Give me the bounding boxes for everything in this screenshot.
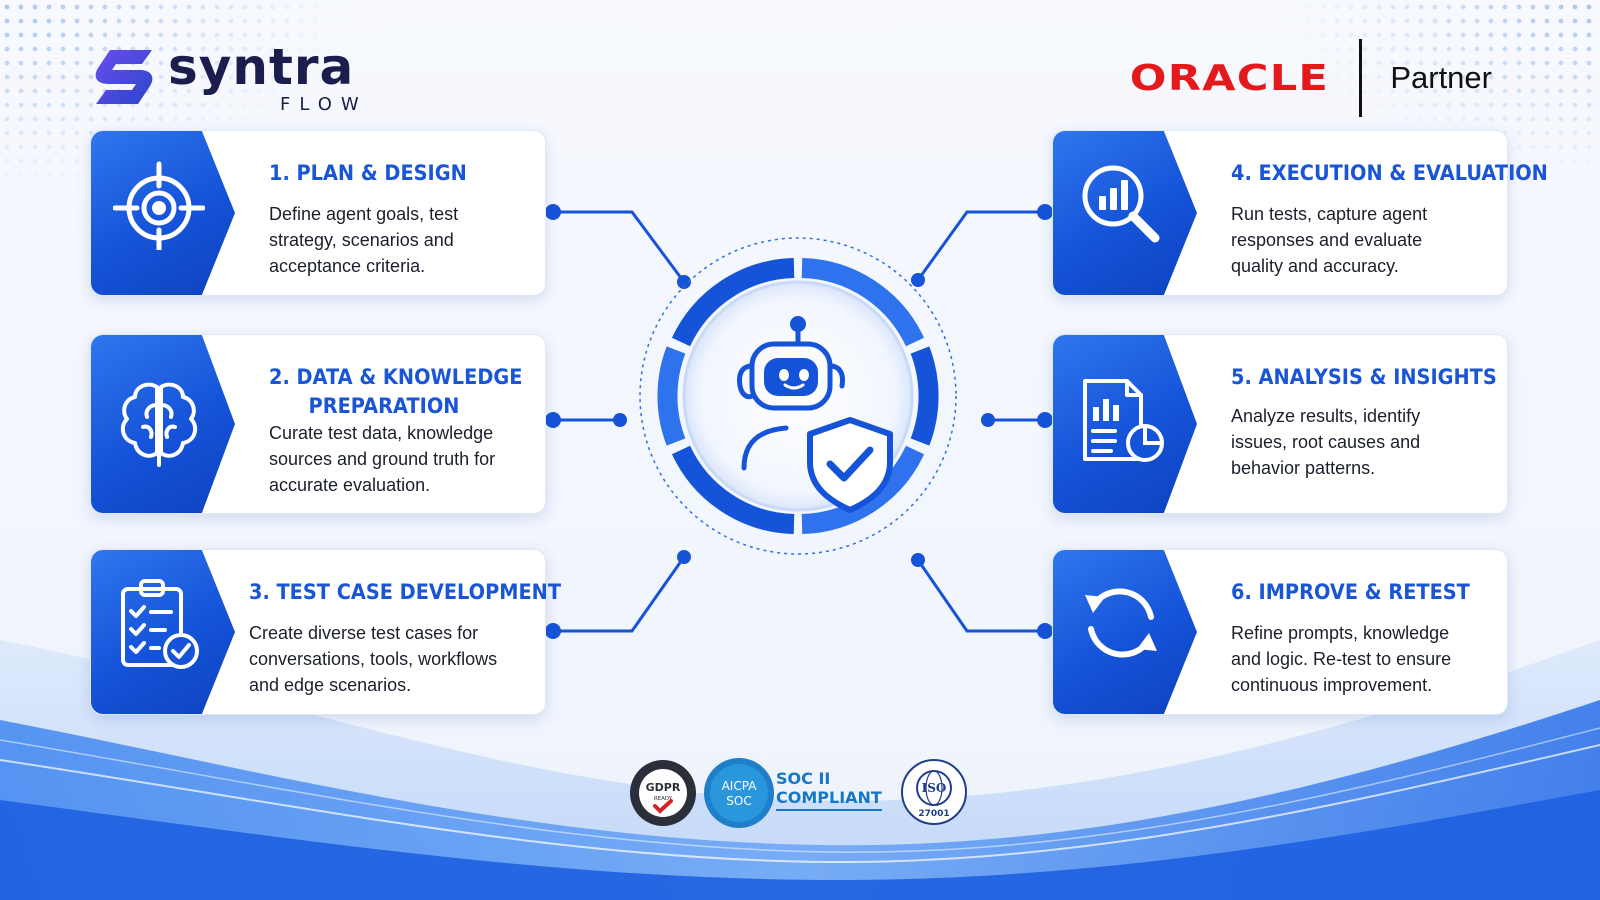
syntra-flow-logo[interactable] [90,38,390,116]
gdpr-badge-icon [628,758,698,828]
soc2-line1: SOC II [776,769,831,788]
oracle-partner-badge [1129,38,1492,118]
partner-divider [1359,39,1362,117]
step-title [269,363,523,421]
step-title: 1. PLAN & DESIGN [269,161,467,185]
step-title: 5. ANALYSIS & INSIGHTS [1231,365,1497,389]
step-card-analysis-insights[interactable] [1052,334,1508,514]
gdpr-label: GDPR [645,781,681,794]
refresh-icon [1075,577,1167,669]
brand-subtitle: FLOW [280,94,368,115]
soc2-line2: COMPLIANT [776,788,882,811]
step-card-test-case-development[interactable] [90,549,562,715]
step-description: Create diverse test cases for conversations, tools, workflows and edge scenarios. [249,623,498,695]
step-description: Analyze results, identify issues, root causes and behavior patterns. [1231,406,1421,478]
compliance-badges [628,758,968,830]
soc2-compliant-label [776,769,882,811]
step-description: Define agent goals, test strategy, scenarios and acceptance criteria. [269,204,459,276]
robot-shield-hub [636,234,960,558]
soc-label: SOC [726,794,752,808]
step-description: Curate test data, knowledge sources and ground truth for accurate evaluation. [269,423,496,495]
step-title-line1: 2. DATA & KNOWLEDGE [269,365,523,389]
brand-name: syntra [168,38,355,96]
step-title: 4. EXECUTION & EVALUATION [1231,161,1548,185]
step-description: Run tests, capture agent responses and evaluate quality and accuracy. [1231,204,1428,276]
step-card-execution-evaluation[interactable] [1052,130,1548,296]
gdpr-ready-label: READY [653,796,673,802]
step-card-data-knowledge[interactable] [90,334,546,514]
iso-number-label: 27001 [918,809,950,819]
aicpa-soc-badge-icon [702,756,776,830]
aicpa-label: AICPA [721,779,757,793]
step-description: Refine prompts, knowledge and logic. Re-test to ensure continuous improvement. [1231,623,1452,695]
magnifier-chart-icon [1075,158,1167,250]
partner-label: Partner [1390,60,1492,95]
clipboard-check-icon [113,577,205,669]
step-card-plan-design[interactable] [90,130,546,296]
step-title: 3. TEST CASE DEVELOPMENT [249,580,562,604]
step-title-line2: PREPARATION [308,394,460,418]
target-icon [113,158,205,250]
step-title: 6. IMPROVE & RETEST [1231,580,1470,604]
iso-label: ISO [921,781,947,795]
step-card-improve-retest[interactable] [1052,549,1508,715]
iso-27001-badge-icon [900,758,968,826]
oracle-logo: ORACLE [1129,57,1330,99]
report-chart-icon [1075,375,1167,467]
syntra-s-mark-icon [90,46,160,108]
brain-icon [113,375,205,467]
